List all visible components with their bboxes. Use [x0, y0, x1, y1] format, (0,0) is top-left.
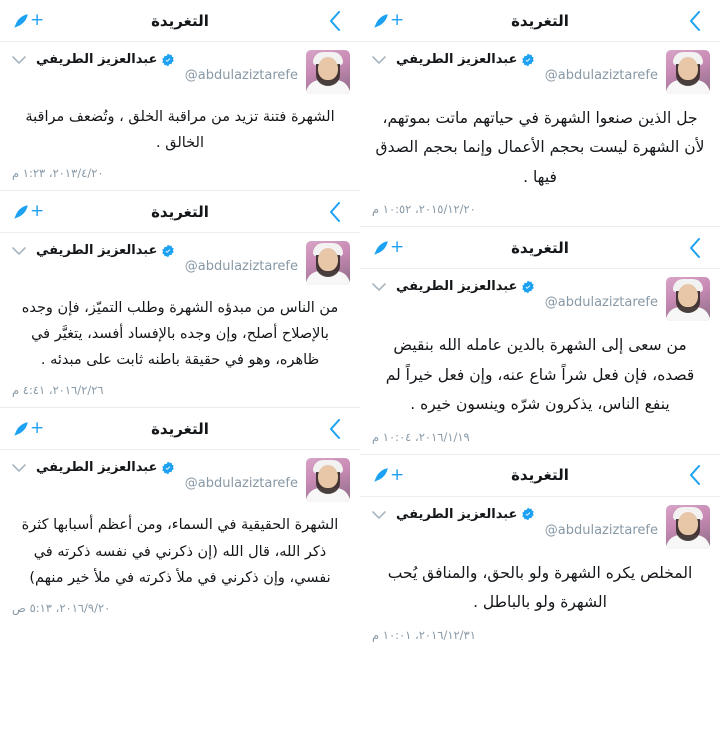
author-handle: @abdulaziztarefe [184, 68, 298, 83]
compose-quill-icon[interactable] [372, 8, 406, 34]
tweet-card [360, 454, 720, 652]
chevron-down-icon[interactable] [10, 241, 28, 255]
right-tweet-column [360, 0, 720, 750]
author-names [36, 458, 298, 491]
compose-quill-icon[interactable] [12, 416, 46, 442]
back-icon[interactable] [322, 416, 348, 442]
tweet-timestamp: ٢٠١٣/٤/٢٠، ١:٢٣ م [12, 166, 104, 181]
author-handle: @abdulaziztarefe [544, 522, 658, 538]
navigation-bar [360, 455, 720, 497]
nav-title: التغريدة [511, 466, 569, 485]
verified-badge-icon [161, 53, 175, 67]
nav-title: التغريدة [151, 202, 209, 221]
tweet-header [360, 497, 720, 553]
tweet-text: المخلص يكره الشهرة ولو بالحق، والمنافق يُحب الشهرة ولو بالباطل . [387, 563, 693, 612]
tweet-card [0, 190, 360, 407]
back-icon[interactable] [322, 199, 348, 225]
tweet-card [360, 0, 720, 226]
tweet-header [360, 269, 720, 325]
verified-badge-icon [161, 244, 175, 258]
tweet-timestamp: ٢٠١٦/١/١٩، ١٠:٠٤ م [372, 429, 470, 444]
nav-title: التغريدة [151, 11, 209, 30]
author-names [396, 505, 658, 538]
back-icon[interactable] [322, 8, 348, 34]
chevron-down-icon[interactable] [370, 50, 388, 64]
avatar[interactable] [666, 505, 710, 549]
author-display-name: عبدالعزيز الطريفي [396, 506, 518, 522]
plus-glyph: + [30, 10, 45, 30]
avatar[interactable] [306, 241, 350, 285]
plus-glyph: + [390, 10, 405, 30]
tweet-card [0, 407, 360, 624]
author-display-name: عبدالعزيز الطريفي [36, 52, 158, 67]
author-names [36, 50, 298, 83]
verified-badge-icon [161, 461, 175, 475]
chevron-down-icon[interactable] [370, 505, 388, 519]
chevron-down-icon[interactable] [10, 458, 28, 472]
tweet-timestamp: ٢٠١٦/٩/٢٠، ٥:١٣ ص [12, 600, 111, 615]
navigation-bar [0, 0, 360, 42]
author-display-name: عبدالعزيز الطريفي [396, 52, 518, 67]
author-handle: @abdulaziztarefe [184, 476, 298, 492]
compose-quill-icon[interactable] [12, 8, 46, 34]
avatar[interactable] [306, 458, 350, 502]
plus-glyph: + [390, 237, 405, 258]
tweet-text: جل الذين صنعوا الشهرة في حياتهم ماتت بموتهم، لأن الشهرة ليست بحجم الأعمال وإنما بحجم الصدق فيها . [375, 109, 705, 186]
avatar[interactable] [666, 50, 710, 94]
compose-quill-icon[interactable] [12, 199, 46, 225]
avatar[interactable] [306, 50, 350, 94]
tweet-header [0, 450, 360, 506]
author-handle: @abdulaziztarefe [544, 68, 658, 83]
chevron-down-icon[interactable] [370, 277, 388, 291]
back-icon[interactable] [682, 8, 708, 34]
compose-quill-icon[interactable] [372, 235, 406, 261]
author-names [396, 277, 658, 310]
navigation-bar [360, 0, 720, 42]
tweet-timestamp: ٢٠١٦/١٢/٣١، ١٠:٠١ م [372, 627, 476, 642]
tweet-text: من سعى إلى الشهرة بالدين عامله الله بنقيض قصده، فإن فعل شراً شاع عنه، وإن فعل خيراً لم ينفع الناس، يذكرون شرّه وينسون خيره . [385, 336, 695, 414]
tweet-text: الشهرة الحقيقية في السماء، ومن أعظم أسبابها كثرة ذكر الله، قال الله (إن ذكرني في نفسه ذكرته في نفسي، وإن ذكرني في ملأ ذكرته في ملأ خير منهم) [21, 517, 339, 586]
author-display-name: عبدالعزيز الطريفي [36, 243, 158, 259]
tweet-timestamp: ٢٠١٦/٢/٢٦، ٤:٤١ م [12, 383, 104, 398]
tweet-header [0, 233, 360, 289]
plus-glyph: + [30, 201, 45, 222]
nav-title: التغريدة [511, 11, 569, 30]
nav-title: التغريدة [151, 419, 209, 438]
verified-badge-icon [521, 280, 535, 294]
tweet-text: الشهرة فتنة تزيد من مراقبة الخلق ، وتُضعف مراقبة الخالق . [25, 109, 335, 152]
author-names [396, 50, 658, 83]
tweet-text: من الناس من مبدؤه الشهرة وطلب التميّز، فإن وجده بالإصلاح أصلح، وإن وجده بالإفساد أفسد، يتغيَّر في ظاهره، وهو في حقيقة باطنه ثابت على مبدئه . [21, 300, 339, 369]
tweet-header [0, 42, 360, 98]
navigation-bar [0, 408, 360, 450]
navigation-bar [0, 191, 360, 233]
author-display-name: عبدالعزيز الطريفي [36, 460, 158, 476]
back-icon[interactable] [682, 462, 708, 488]
author-handle: @abdulaziztarefe [184, 259, 298, 275]
plus-glyph: + [390, 464, 405, 485]
avatar[interactable] [666, 277, 710, 321]
tweet-card [0, 0, 360, 190]
plus-glyph: + [30, 418, 45, 439]
author-display-name: عبدالعزيز الطريفي [396, 279, 518, 295]
verified-badge-icon [521, 53, 535, 67]
tweet-timestamp: ٢٠١٥/١٢/٢٠، ١٠:٥٢ م [372, 202, 476, 217]
compose-quill-icon[interactable] [372, 462, 406, 488]
tweet-card [360, 226, 720, 453]
author-handle: @abdulaziztarefe [544, 295, 658, 311]
back-icon[interactable] [682, 235, 708, 261]
verified-badge-icon [521, 507, 535, 521]
navigation-bar [360, 227, 720, 269]
author-names [36, 241, 298, 274]
chevron-down-icon[interactable] [10, 50, 28, 64]
tweet-header [360, 42, 720, 98]
nav-title: التغريدة [511, 238, 569, 257]
